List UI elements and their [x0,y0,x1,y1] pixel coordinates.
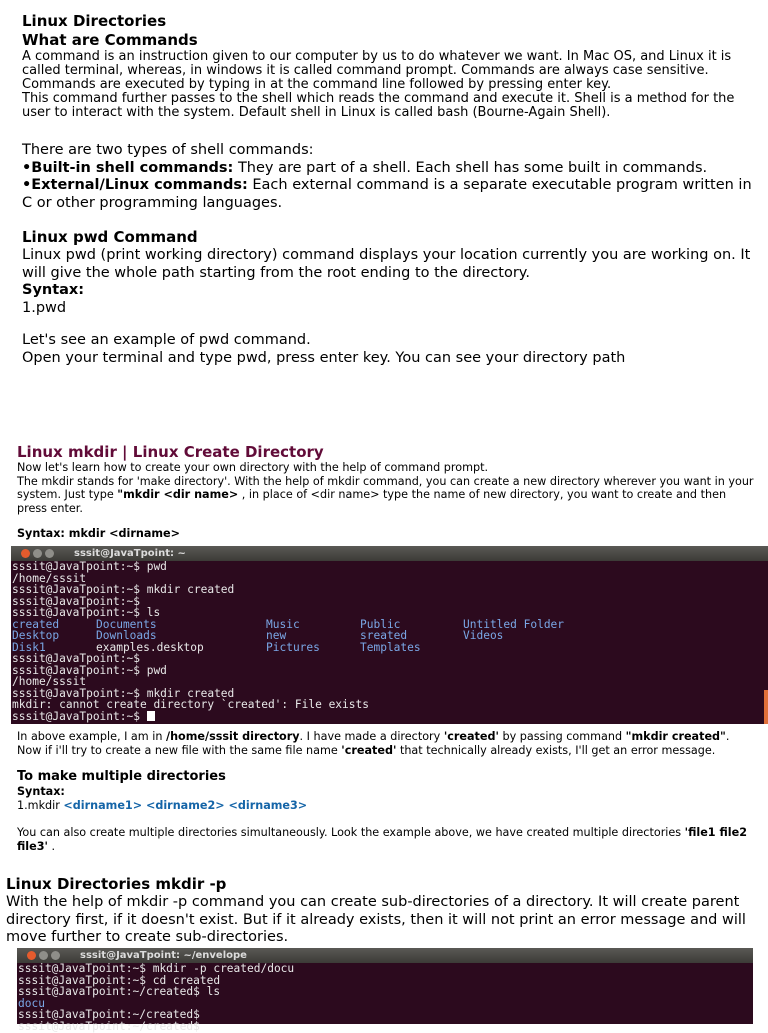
terminal-line: sssit@JavaTpoint:~$ [12,652,140,665]
shell-type-external [22,177,752,212]
ls-entry: Documents [96,617,157,631]
paragraph-command-execution: Commands are executed by typing in at the command line followed by pressing enter key. [22,77,612,92]
mkdir-desc-command: "mkdir <dir name> [117,488,239,501]
terminal-window-mkdir-p [17,948,753,1033]
section-mkdir-explanation [17,730,762,757]
terminal-line: sssit@JavaTpoint:~/created$ [18,1019,200,1033]
ls-entry: Templates [360,640,421,654]
section-pwd [22,228,757,317]
terminal-window-mkdir [11,546,768,724]
builtin-text: They are part of a shell. Each shell has some built in commands. [233,159,708,176]
terminal-output-a [11,561,768,619]
terminal-line: sssit@JavaTpoint:~$ [12,594,140,608]
minimize-icon[interactable] [33,549,42,558]
ls-entry: created [12,617,60,631]
pwd-example-steps: Open your terminal and type pwd, press enter key. You can see your directory path [22,349,626,366]
external-label: •External/Linux commands: [22,177,248,193]
terminal2-title: sssit@JavaTpoint: ~/envelope [80,950,247,961]
page-title: Linux Directories [22,12,167,30]
multiple-note: You can also create multiple directories simultaneously. Look the example above, we have created multiple directories 'file1 file2 file3' . [17,826,747,853]
ls-entry: examples.desktop [96,640,204,654]
terminal-line: sssit@JavaTpoint:~$ ls [12,606,161,619]
terminal-line: sssit@JavaTpoint:~$ pwd [12,560,167,573]
section-mkdir [17,443,757,541]
ls-entry: Videos [463,629,504,642]
minimize-icon[interactable] [39,951,48,960]
terminal2-output-a [17,963,753,998]
section-shell-types [22,142,752,212]
terminal-output-b [11,653,768,722]
mkdir-p-description: With the help of mkdir -p command you can create sub-directories of a directory. It will create parent directory first, if it doesn't exist. But if it already exists, then it will not print an error message and will move further to create sub-directories. [6,894,746,945]
ls-row [11,630,768,642]
terminal-line: sssit@JavaTpoint:~$ [11,711,768,723]
mkdir-desc-part2: , in place of <dir name> type the name of new directory, you want to create and then press enter. [17,488,727,515]
terminal-titlebar [11,546,768,561]
maximize-icon[interactable] [45,549,54,558]
pwd-example-intro: Let's see an example of pwd command. [22,332,311,348]
multiple-title: To make multiple directories [17,769,226,784]
close-icon[interactable] [27,951,36,960]
terminal-line: sssit@JavaTpoint:~$ mkdir created [12,686,235,700]
section-what-are-commands [22,12,752,120]
terminal2-titlebar [17,948,753,963]
ls-entry: Disk1 [12,640,46,654]
mkdir-description [17,475,757,516]
pwd-syntax: 1.pwd [22,299,67,316]
mkdir-syntax: Syntax: mkdir <dirname> [17,527,181,540]
explain-line1: In above example, I am in /home/sssit directory. I have made a directory 'created' by passing command "mkdir created". [17,730,730,743]
multiple-syntax: 1.mkdir <dirname1> <dirname2> <dirname3> [17,798,308,812]
ls-entry: Downloads [96,629,157,642]
paragraph-command-definition: A command is an instruction given to our computer by us to do whatever we want. In Mac OS, and Linux it is called terminal, whereas, in windows it is called command prompt. Commands are always case sensitive. [22,49,732,78]
builtin-label: •Built-in shell commands: [22,159,234,176]
ls-entry: Music [266,617,300,631]
scrollbar-thumb[interactable] [764,690,768,724]
terminal-line: sssit@JavaTpoint:~/created$ ls [18,985,221,998]
close-icon[interactable] [21,549,30,558]
mkdir-intro: Now let's learn how to create your own directory with the help of command prompt. [17,461,489,474]
terminal2-output-b [17,1009,753,1032]
terminal2-dir-line: docu [18,996,45,1010]
shell-type-builtin [22,160,752,178]
section-subtitle: What are Commands [22,31,198,49]
ls-entry [463,642,603,654]
ls-entry: sreated [360,629,408,642]
section-multiple-directories [17,769,762,853]
terminal-line: sssit@JavaTpoint:~$ mkdir -p created/docu [18,962,295,975]
section-mkdir-p [6,875,758,947]
terminal-cursor [147,711,155,721]
terminal-line: sssit@JavaTpoint:~/created$ [18,1008,200,1021]
shell-types-intro: There are two types of shell commands: [22,142,314,158]
multiple-syntax-label: Syntax: [17,785,65,798]
mkdir-desc-part1: The mkdir stands for 'make directory'. With the help of mkdir command, you can create a new directory wherever you want in your system. Just type [17,474,754,501]
terminal-line: sssit@JavaTpoint:~$ cd created [18,973,221,987]
ls-entry: new [266,629,287,642]
terminal-line: /home/sssit [12,675,87,688]
ls-entry: Pictures [266,640,320,654]
terminal-ls-output [11,619,768,654]
paragraph-shell: This command further passes to the shell which reads the command and execute it. Shell is a method for the user to interact with the system. Default shell in Linux is called bash (Bourne-Again Shell). [22,91,735,120]
maximize-icon[interactable] [51,951,60,960]
terminal-line: /home/sssit [12,571,87,585]
terminal-line: sssit@JavaTpoint:~$ pwd [12,663,167,677]
terminal-title: sssit@JavaTpoint: ~ [74,548,186,559]
external-text: Each external command is a separate executable program written in C or other programming languages. [22,177,752,211]
explain-line2: Now if i'll try to create a new file with the same file name 'created' that technically already exists, I'll get an error message. [17,743,716,757]
terminal-line: sssit@JavaTpoint:~$ mkdir created [12,583,235,596]
pwd-syntax-label: Syntax: [22,282,85,298]
mkdir-p-title: Linux Directories mkdir -p [6,875,227,893]
pwd-description: Linux pwd (print working directory) command displays your location currently you are working on. It will give the whole path starting from the root ending to the directory. [22,247,751,281]
mkdir-title: Linux mkdir | Linux Create Directory [17,443,324,461]
pwd-title: Linux pwd Command [22,228,198,246]
ls-entry: Untitled Folder [463,617,565,631]
ls-entry: Desktop [12,629,60,642]
terminal-line: mkdir: cannot create directory `created': File exists [12,698,369,711]
ls-entry: Public [360,617,401,631]
section-pwd-example [22,332,757,367]
